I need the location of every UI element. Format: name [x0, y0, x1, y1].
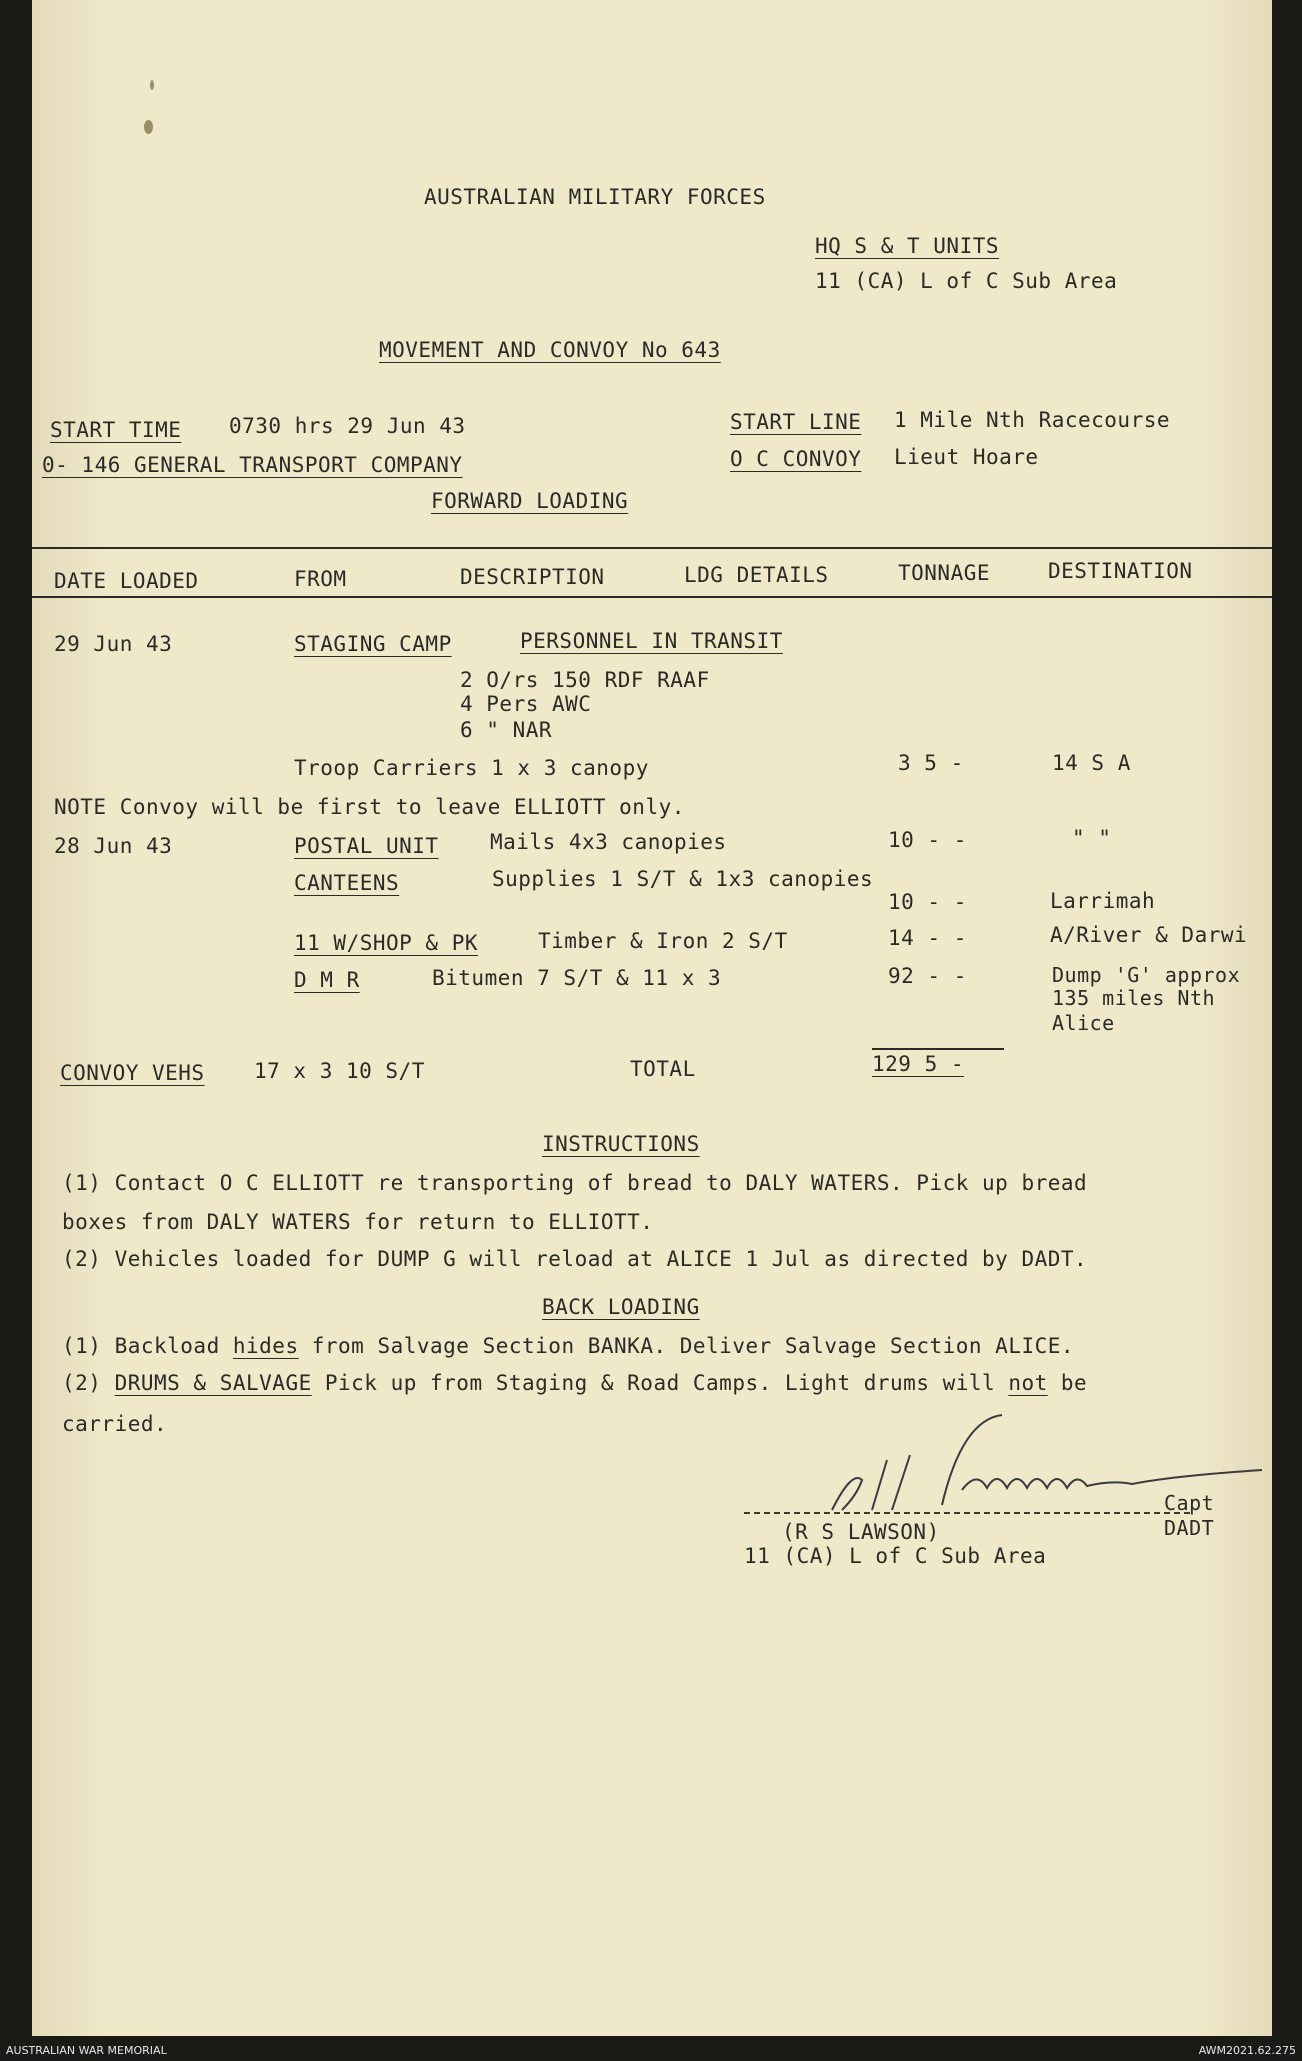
signature-title: DADT — [1164, 1516, 1215, 1540]
total-value: 129 5 - — [872, 1052, 965, 1076]
signature-line — [744, 1512, 1190, 1514]
backloading-2: (2) DRUMS & SALVAGE Pick up from Staging & Road Camps. Light drums will not be — [62, 1371, 1088, 1395]
table-cell: 4 Pers AWC — [460, 692, 592, 716]
signature-unit: 11 (CA) L of C Sub Area — [744, 1544, 1047, 1568]
table-cell: Supplies 1 S/T & 1x3 canopies — [492, 867, 874, 891]
col-description: DESCRIPTION — [460, 565, 605, 589]
table-cell: POSTAL UNIT — [294, 834, 439, 858]
col-from: FROM — [294, 567, 347, 591]
table-cell: Dump 'G' approx — [1052, 963, 1241, 987]
convoy-vehs-value: 17 x 3 10 S/T — [254, 1059, 425, 1083]
doc-title: AUSTRALIAN MILITARY FORCES — [424, 185, 766, 209]
oc-convoy-label: O C CONVOY — [730, 447, 862, 471]
document-page — [32, 0, 1272, 2036]
start-line-label: START LINE — [730, 410, 862, 434]
table-cell: 10 - - — [888, 890, 967, 914]
instructions-heading: INSTRUCTIONS — [542, 1132, 700, 1156]
start-line-value: 1 Mile Nth Racecourse — [894, 408, 1171, 432]
backloading-1: (1) Backload hides from Salvage Section BANKA. Deliver Salvage Section ALICE. — [62, 1334, 1075, 1358]
backloading-heading: BACK LOADING — [542, 1295, 700, 1319]
table-cell: D M R — [294, 968, 360, 992]
oc-convoy-value: Lieut Hoare — [894, 445, 1039, 469]
table-cell: 3 5 - — [898, 751, 964, 775]
table-cell: Alice — [1052, 1011, 1115, 1035]
table-cell: 14 - - — [888, 926, 967, 950]
table-cell: 92 - - — [888, 964, 967, 988]
table-cell: Troop Carriers 1 x 3 canopy — [294, 756, 649, 780]
unit-line-2: 11 (CA) L of C Sub Area — [815, 269, 1118, 293]
total-rule — [872, 1048, 1004, 1050]
note: NOTE Convoy will be first to leave ELLIOTT only. — [54, 795, 685, 819]
table-cell: Larrimah — [1050, 889, 1156, 913]
table-cell: 10 - - — [888, 828, 967, 852]
forward-loading-heading: FORWARD LOADING — [431, 489, 629, 513]
table-cell: 135 miles Nth — [1052, 986, 1216, 1010]
signature-name: (R S LAWSON) — [782, 1520, 940, 1544]
table-cell: 6 " NAR — [460, 718, 553, 742]
start-time-value: 0730 hrs 29 Jun 43 — [229, 414, 466, 438]
start-time-label: START TIME — [50, 418, 182, 442]
table-rule-top — [32, 547, 1272, 549]
col-ldg-details: LDG DETAILS — [684, 563, 829, 587]
table-rule-bottom — [32, 596, 1272, 598]
table-cell: CANTEENS — [294, 871, 400, 895]
total-label: TOTAL — [630, 1057, 696, 1081]
table-cell: " " — [1072, 826, 1112, 850]
table-cell: STAGING CAMP — [294, 632, 452, 656]
table-cell: 2 O/rs 150 RDF RAAF — [460, 668, 710, 692]
table-cell: 29 Jun 43 — [54, 632, 173, 656]
table-cell: 14 S A — [1052, 751, 1131, 775]
col-tonnage: TONNAGE — [898, 561, 991, 585]
table-cell: Timber & Iron 2 S/T — [538, 929, 788, 953]
table-cell: 28 Jun 43 — [54, 834, 173, 858]
table-cell: PERSONNEL IN TRANSIT — [520, 629, 783, 653]
table-cell: Bitumen 7 S/T & 11 x 3 — [432, 966, 722, 990]
punch-mark — [144, 120, 153, 134]
footer-left: AUSTRALIAN WAR MEMORIAL — [6, 2044, 167, 2057]
instruction-1a: (1) Contact O C ELLIOTT re transporting of bread to DALY WATERS. Pick up bread — [62, 1171, 1088, 1195]
convoy-vehs-label: CONVOY VEHS — [60, 1061, 205, 1085]
unit-line-1: HQ S & T UNITS — [815, 234, 1000, 258]
signature-rank: Capt — [1164, 1491, 1215, 1515]
backloading-3: carried. — [62, 1412, 168, 1436]
instruction-2: (2) Vehicles loaded for DUMP G will reload at ALICE 1 Jul as directed by DADT. — [62, 1247, 1088, 1271]
table-cell: Mails 4x3 canopies — [490, 830, 727, 854]
col-date-loaded: DATE LOADED — [54, 569, 199, 593]
punch-mark — [150, 80, 154, 90]
instruction-1b: boxes from DALY WATERS for return to ELLIOTT. — [62, 1210, 654, 1234]
col-destination: DESTINATION — [1048, 559, 1193, 583]
table-cell: A/River & Darwi — [1050, 923, 1248, 947]
table-cell: 11 W/SHOP & PK — [294, 931, 479, 955]
footer-right: AWM2021.62.275 — [1198, 2044, 1296, 2057]
company-name: 0- 146 GENERAL TRANSPORT COMPANY — [42, 453, 463, 477]
movement-title: MOVEMENT AND CONVOY No 643 — [379, 338, 721, 362]
